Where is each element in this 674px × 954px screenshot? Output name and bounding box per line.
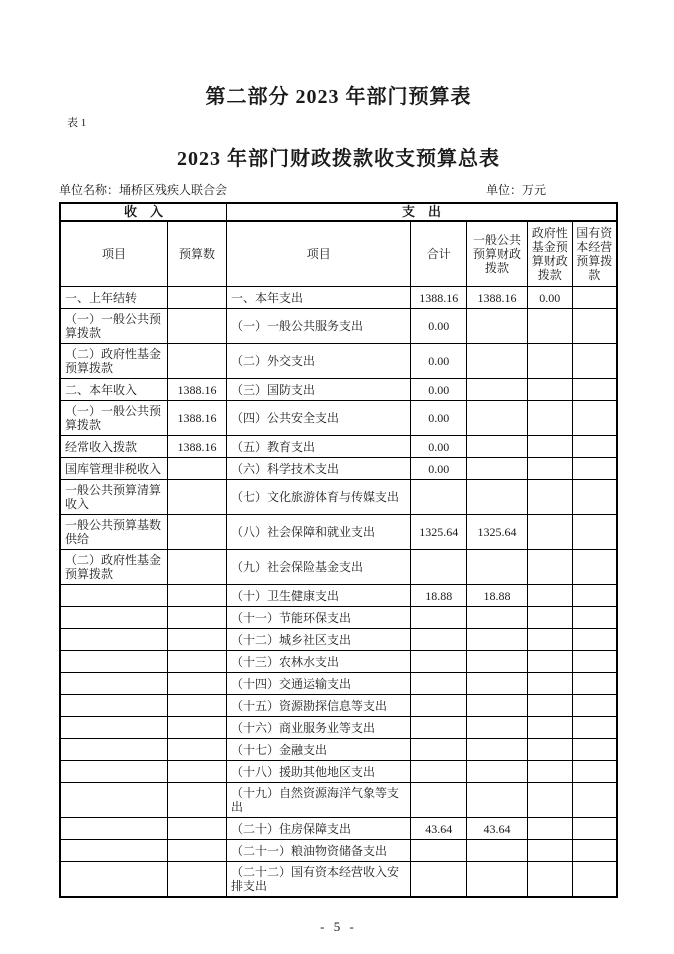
cell-total: 0.00 xyxy=(411,309,467,344)
cell-gov-fund xyxy=(527,344,572,379)
table-info-row xyxy=(59,182,618,198)
table-row xyxy=(60,480,617,515)
page-number: - 5 - xyxy=(320,919,357,934)
cell-general: 1388.16 xyxy=(467,287,528,309)
cell-income-item: 国库管理非税收入 xyxy=(60,458,168,480)
cell-income-item xyxy=(60,717,168,739)
cell-expense-item: （九）社会保险基金支出 xyxy=(227,550,411,585)
cell-gov-fund xyxy=(527,379,572,401)
cell-income-item: 一、上年结转 xyxy=(60,287,168,309)
cell-state-capital xyxy=(572,287,617,309)
cell-income-item: （一）一般公共预算拨款 xyxy=(60,401,168,436)
cell-general xyxy=(467,309,528,344)
cell-state-capital xyxy=(572,585,617,607)
cell-total xyxy=(411,761,467,783)
cell-state-capital xyxy=(572,515,617,550)
table-row xyxy=(60,673,617,695)
cell-total: 43.64 xyxy=(411,818,467,840)
cell-state-capital xyxy=(572,818,617,840)
cell-expense-item: （十三）农林水支出 xyxy=(227,651,411,673)
cell-general xyxy=(467,673,528,695)
cell-general xyxy=(467,401,528,436)
cell-income-item: （二）政府性基金预算拨款 xyxy=(60,344,168,379)
cell-general xyxy=(467,480,528,515)
cell-income-value xyxy=(168,480,227,515)
cell-expense-item: （五）教育支出 xyxy=(227,436,411,458)
cell-total xyxy=(411,717,467,739)
table-row xyxy=(60,629,617,651)
cell-income-value xyxy=(168,862,227,898)
cell-expense-item: （六）科学技术支出 xyxy=(227,458,411,480)
unit-value: 万元 xyxy=(521,183,546,197)
cell-general xyxy=(467,739,528,761)
cell-gov-fund xyxy=(527,515,572,550)
cell-total xyxy=(411,673,467,695)
cell-expense-item: （十四）交通运输支出 xyxy=(227,673,411,695)
cell-gov-fund xyxy=(527,695,572,717)
cell-expense-item: （四）公共安全支出 xyxy=(227,401,411,436)
table-row xyxy=(60,585,617,607)
cell-state-capital xyxy=(572,651,617,673)
cell-state-capital xyxy=(572,480,617,515)
col-header-gov-fund-budget: 政府性基金预算财政拨款 xyxy=(527,221,572,287)
table-row xyxy=(60,287,617,309)
cell-state-capital xyxy=(572,607,617,629)
cell-gov-fund xyxy=(527,629,572,651)
cell-income-item: （一）一般公共预算拨款 xyxy=(60,309,168,344)
cell-expense-item: （三）国防支出 xyxy=(227,379,411,401)
expense-group-header: 支 出 xyxy=(227,203,617,221)
col-header-state-capital-budget: 国有资本经营预算拨款 xyxy=(572,221,617,287)
cell-income-item xyxy=(60,607,168,629)
cell-total xyxy=(411,550,467,585)
cell-gov-fund xyxy=(527,783,572,818)
table-label: 表 1 xyxy=(67,117,87,129)
cell-expense-item: （二十二）国有资本经营收入安排支出 xyxy=(227,862,411,898)
cell-income-value xyxy=(168,550,227,585)
cell-income-value xyxy=(168,287,227,309)
table-row xyxy=(60,862,617,898)
cell-total xyxy=(411,739,467,761)
cell-state-capital xyxy=(572,761,617,783)
cell-income-value xyxy=(168,761,227,783)
budget-table xyxy=(59,202,618,898)
cell-general xyxy=(467,651,528,673)
cell-income-item: 一般公共预算基数供给 xyxy=(60,515,168,550)
cell-general: 43.64 xyxy=(467,818,528,840)
cell-income-item xyxy=(60,739,168,761)
table-group-header-row xyxy=(60,203,617,221)
cell-income-item: 经常收入拨款 xyxy=(60,436,168,458)
cell-general xyxy=(467,783,528,818)
cell-total: 18.88 xyxy=(411,585,467,607)
col-header-total: 合计 xyxy=(411,221,467,287)
col-header-expense-item: 项目 xyxy=(227,221,411,287)
cell-gov-fund xyxy=(527,401,572,436)
cell-expense-item: （二十）住房保障支出 xyxy=(227,818,411,840)
table-row xyxy=(60,344,617,379)
cell-state-capital xyxy=(572,739,617,761)
cell-state-capital xyxy=(572,695,617,717)
cell-income-item: 二、本年收入 xyxy=(60,379,168,401)
cell-total: 0.00 xyxy=(411,436,467,458)
section-title: 第二部分 2023 年部门预算表 xyxy=(205,86,472,108)
cell-expense-item: （二）外交支出 xyxy=(227,344,411,379)
table-title: 2023 年部门财政拨款收支预算总表 xyxy=(177,148,500,170)
cell-total: 0.00 xyxy=(411,379,467,401)
cell-income-value xyxy=(168,458,227,480)
cell-income-item xyxy=(60,862,168,898)
table-row xyxy=(60,309,617,344)
cell-income-value: 1388.16 xyxy=(168,436,227,458)
table-row xyxy=(60,401,617,436)
cell-income-value xyxy=(168,344,227,379)
cell-gov-fund xyxy=(527,458,572,480)
cell-income-value xyxy=(168,585,227,607)
cell-income-value xyxy=(168,783,227,818)
cell-gov-fund xyxy=(527,480,572,515)
cell-expense-item: （七）文化旅游体育与传媒支出 xyxy=(227,480,411,515)
table-row xyxy=(60,607,617,629)
cell-general xyxy=(467,862,528,898)
cell-gov-fund xyxy=(527,840,572,862)
cell-income-value xyxy=(168,717,227,739)
unit-name-value: 埇桥区残疾人联合会 xyxy=(119,183,228,197)
cell-expense-item: （一）一般公共服务支出 xyxy=(227,309,411,344)
cell-expense-item: 一、本年支出 xyxy=(227,287,411,309)
cell-gov-fund xyxy=(527,761,572,783)
cell-income-value xyxy=(168,651,227,673)
cell-total: 0.00 xyxy=(411,458,467,480)
table-row xyxy=(60,717,617,739)
cell-income-value xyxy=(168,515,227,550)
cell-total: 1325.64 xyxy=(411,515,467,550)
cell-expense-item: （十九）自然资源海洋气象等支出 xyxy=(227,783,411,818)
cell-general xyxy=(467,379,528,401)
table-row xyxy=(60,818,617,840)
cell-gov-fund xyxy=(527,607,572,629)
cell-state-capital xyxy=(572,629,617,651)
cell-total xyxy=(411,862,467,898)
cell-income-item xyxy=(60,651,168,673)
cell-state-capital xyxy=(572,309,617,344)
table-row xyxy=(60,783,617,818)
table-row xyxy=(60,739,617,761)
cell-income-value xyxy=(168,840,227,862)
cell-income-item xyxy=(60,840,168,862)
cell-general xyxy=(467,761,528,783)
cell-income-item xyxy=(60,818,168,840)
cell-gov-fund xyxy=(527,739,572,761)
cell-income-value: 1388.16 xyxy=(168,379,227,401)
cell-general xyxy=(467,550,528,585)
cell-income-item xyxy=(60,629,168,651)
cell-income-value xyxy=(168,673,227,695)
cell-income-value xyxy=(168,695,227,717)
cell-expense-item: （十一）节能环保支出 xyxy=(227,607,411,629)
cell-general xyxy=(467,695,528,717)
cell-gov-fund xyxy=(527,651,572,673)
unit-label: 单位： xyxy=(485,183,522,197)
cell-state-capital xyxy=(572,717,617,739)
cell-state-capital xyxy=(572,840,617,862)
cell-total xyxy=(411,651,467,673)
cell-total xyxy=(411,480,467,515)
cell-income-value xyxy=(168,607,227,629)
cell-expense-item: （十）卫生健康支出 xyxy=(227,585,411,607)
cell-income-item xyxy=(60,783,168,818)
cell-gov-fund xyxy=(527,585,572,607)
cell-general xyxy=(467,717,528,739)
cell-income-value xyxy=(168,739,227,761)
cell-gov-fund xyxy=(527,550,572,585)
cell-gov-fund xyxy=(527,862,572,898)
cell-income-value xyxy=(168,629,227,651)
income-group-header: 收 入 xyxy=(60,203,227,221)
table-row xyxy=(60,458,617,480)
cell-general xyxy=(467,436,528,458)
cell-total xyxy=(411,840,467,862)
cell-gov-fund xyxy=(527,818,572,840)
table-row xyxy=(60,761,617,783)
cell-gov-fund xyxy=(527,309,572,344)
cell-expense-item: （八）社会保障和就业支出 xyxy=(227,515,411,550)
table-column-header-row xyxy=(60,221,617,287)
cell-income-value xyxy=(168,309,227,344)
cell-expense-item: （十五）资源勘探信息等支出 xyxy=(227,695,411,717)
cell-general: 1325.64 xyxy=(467,515,528,550)
budget-table-body xyxy=(60,287,617,898)
cell-state-capital xyxy=(572,673,617,695)
cell-general xyxy=(467,458,528,480)
cell-general xyxy=(467,629,528,651)
cell-expense-item: （十八）援助其他地区支出 xyxy=(227,761,411,783)
table-row xyxy=(60,840,617,862)
cell-general xyxy=(467,607,528,629)
cell-state-capital xyxy=(572,862,617,898)
table-row xyxy=(60,436,617,458)
cell-state-capital xyxy=(572,783,617,818)
cell-state-capital xyxy=(572,344,617,379)
cell-total: 1388.16 xyxy=(411,287,467,309)
cell-income-item: 一般公共预算清算收入 xyxy=(60,480,168,515)
unit-name xyxy=(59,182,227,198)
cell-expense-item: （十二）城乡社区支出 xyxy=(227,629,411,651)
cell-expense-item: （十六）商业服务业等支出 xyxy=(227,717,411,739)
cell-income-item: （二）政府性基金预算拨款 xyxy=(60,550,168,585)
cell-gov-fund: 0.00 xyxy=(527,287,572,309)
cell-income-value xyxy=(168,818,227,840)
cell-total xyxy=(411,783,467,818)
cell-general xyxy=(467,840,528,862)
cell-total xyxy=(411,607,467,629)
cell-income-item xyxy=(60,673,168,695)
table-row xyxy=(60,515,617,550)
cell-gov-fund xyxy=(527,436,572,458)
cell-state-capital xyxy=(572,458,617,480)
cell-income-item xyxy=(60,761,168,783)
cell-state-capital xyxy=(572,550,617,585)
cell-expense-item: （二十一）粮油物资储备支出 xyxy=(227,840,411,862)
cell-state-capital xyxy=(572,436,617,458)
cell-income-item xyxy=(60,585,168,607)
cell-expense-item: （十七）金融支出 xyxy=(227,739,411,761)
cell-income-value: 1388.16 xyxy=(168,401,227,436)
cell-gov-fund xyxy=(527,717,572,739)
cell-state-capital xyxy=(572,401,617,436)
cell-total xyxy=(411,629,467,651)
cell-gov-fund xyxy=(527,673,572,695)
cell-total: 0.00 xyxy=(411,344,467,379)
cell-general xyxy=(467,344,528,379)
unit xyxy=(486,182,546,198)
cell-income-item xyxy=(60,695,168,717)
col-header-income-item: 项目 xyxy=(60,221,168,287)
table-row xyxy=(60,550,617,585)
col-header-general-public-budget: 一般公共预算财政拨款 xyxy=(467,221,528,287)
table-row xyxy=(60,695,617,717)
col-header-income-budget: 预算数 xyxy=(168,221,227,287)
table-row xyxy=(60,379,617,401)
unit-name-label: 单位名称： xyxy=(59,183,120,197)
cell-total xyxy=(411,695,467,717)
cell-state-capital xyxy=(572,379,617,401)
cell-general: 18.88 xyxy=(467,585,528,607)
cell-total: 0.00 xyxy=(411,401,467,436)
table-row xyxy=(60,651,617,673)
